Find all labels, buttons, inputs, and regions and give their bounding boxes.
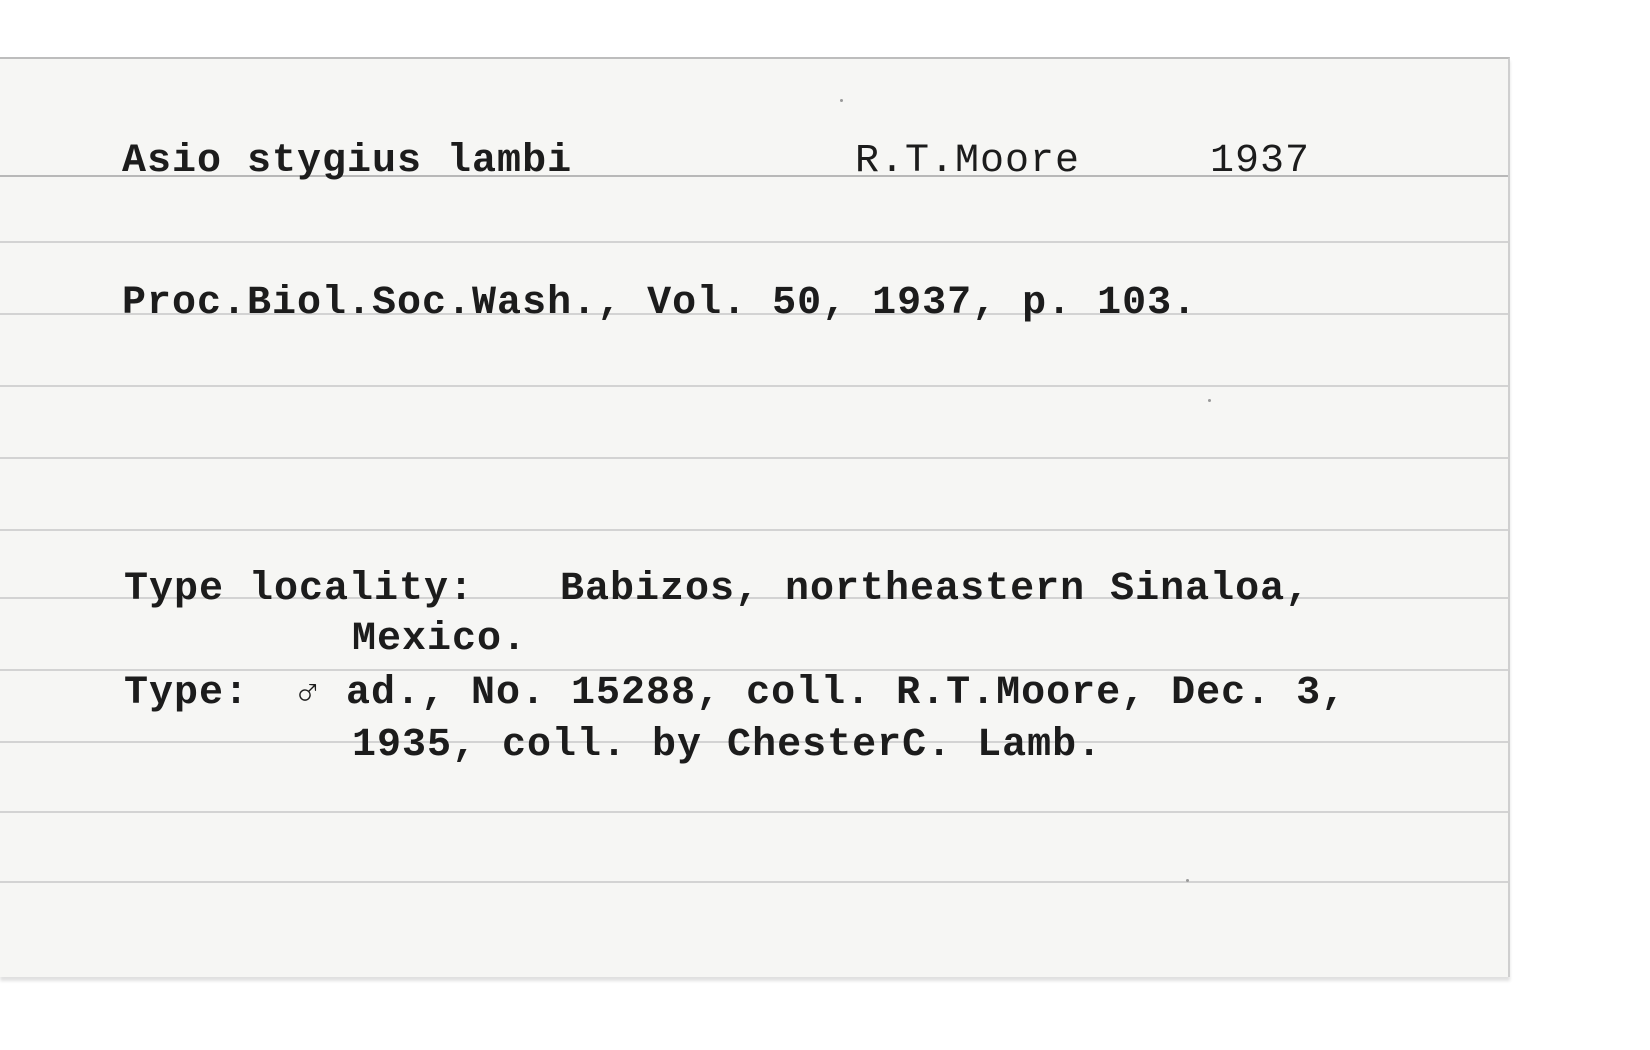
type-locality-label: Type locality: (124, 567, 475, 612)
paper-speck (1186, 879, 1189, 882)
type-locality-line1: Babizos, northeastern Sinaloa, (560, 567, 1311, 612)
card-rule (0, 385, 1508, 387)
card-rule (0, 811, 1508, 813)
card-rule (0, 881, 1508, 883)
taxon-name: Asio stygius lambi (122, 139, 573, 184)
publication-year: 1937 (1210, 139, 1311, 184)
author-name: R.T.Moore (855, 139, 1081, 184)
index-card (0, 57, 1510, 977)
type-line2: 1935, coll. by ChesterC. Lamb. (352, 723, 1103, 768)
paper-speck (1208, 399, 1211, 402)
card-rule (0, 241, 1508, 243)
type-locality-line2: Mexico. (352, 617, 528, 662)
card-rule (0, 529, 1508, 531)
type-label: Type: (124, 671, 250, 716)
publication-reference: Proc.Biol.Soc.Wash., Vol. 50, 1937, p. 103. (122, 281, 1198, 326)
type-line1: ♂ ad., No. 15288, coll. R.T.Moore, Dec. 3, (296, 671, 1347, 716)
paper-speck (840, 99, 843, 102)
card-rule (0, 457, 1508, 459)
